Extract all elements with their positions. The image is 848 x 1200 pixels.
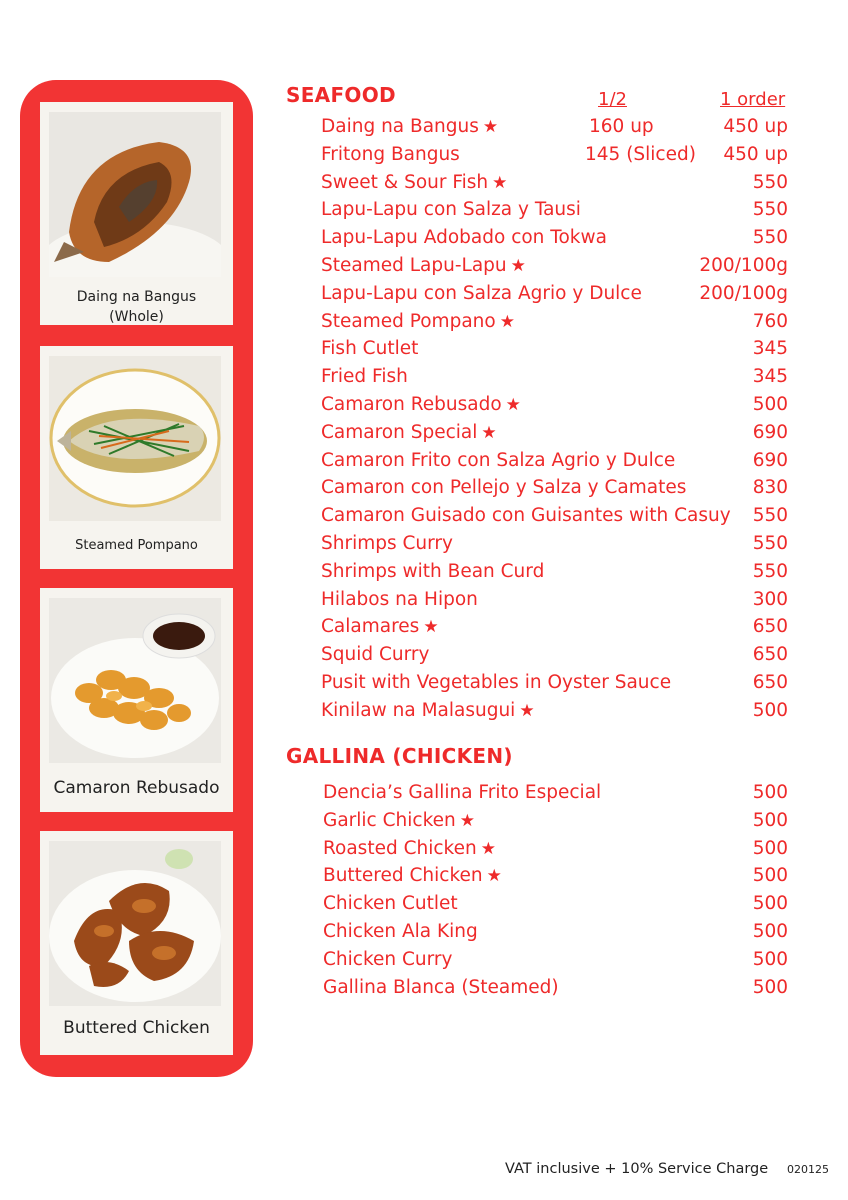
menu-item <box>321 420 788 446</box>
item-half-price: 145 (Sliced) <box>585 143 696 165</box>
item-name <box>321 170 507 196</box>
item-name-text: Dencia’s Gallina Frito Especial <box>323 782 602 803</box>
item-name-text: Chicken Cutlet <box>323 893 458 915</box>
menu-item <box>321 614 788 640</box>
column-header-order: 1 order <box>720 89 786 110</box>
menu-item <box>321 670 788 696</box>
item-price: 450 up <box>723 116 788 137</box>
item-price: 345 <box>752 338 788 360</box>
item-price: 200/100g <box>699 255 788 276</box>
item-name <box>323 780 601 806</box>
item-name-text: Lapu-Lapu con Salza y Tausi <box>321 199 581 221</box>
item-price: 500 <box>752 948 788 970</box>
card-caption: Buttered Chicken <box>63 1018 210 1038</box>
item-name-text: Lapu-Lapu Adobado con Tokwa <box>321 227 607 249</box>
menu-item <box>323 808 788 834</box>
menu-item <box>323 863 788 889</box>
item-name <box>321 587 478 613</box>
item-name-text: Fish Cutlet <box>321 338 419 360</box>
item-name <box>321 531 453 557</box>
item-name-text: Roasted Chicken <box>323 837 477 859</box>
item-name <box>321 225 607 251</box>
star-icon: ★ <box>480 838 496 859</box>
item-price: 650 <box>752 616 788 638</box>
item-name-text: Camaron Rebusado <box>321 394 502 415</box>
item-price: 550 <box>752 199 788 221</box>
menu-item <box>321 475 788 501</box>
star-icon: ★ <box>459 810 475 831</box>
item-price: 650 <box>752 644 788 666</box>
item-price: 500 <box>752 394 788 415</box>
item-price: 450 up <box>723 143 788 165</box>
item-name <box>323 919 478 945</box>
item-name-text: Camaron Guisado con Guisantes with Casuy <box>321 505 731 527</box>
star-icon: ★ <box>519 700 535 721</box>
item-price: 550 <box>752 560 788 582</box>
item-name <box>323 891 458 917</box>
menu-item <box>321 448 788 474</box>
item-name <box>321 309 515 335</box>
item-name <box>321 475 686 501</box>
item-name-text: Fried Fish <box>321 366 408 388</box>
item-price: 550 <box>752 533 788 554</box>
item-name <box>321 142 460 168</box>
item-name <box>321 698 535 724</box>
item-name-text: Camaron Special <box>321 421 478 443</box>
item-name <box>323 863 502 889</box>
star-icon: ★ <box>486 866 502 887</box>
card-caption: Daing na Bangus (Whole) <box>76 289 197 325</box>
item-name <box>321 197 581 223</box>
item-name-text: Hilabos na Hipon <box>321 588 478 610</box>
item-price: 500 <box>752 976 788 998</box>
star-icon: ★ <box>482 117 499 137</box>
menu-item <box>323 975 788 1001</box>
item-price: 690 <box>752 421 788 443</box>
item-name <box>323 947 452 973</box>
menu-item <box>321 281 788 307</box>
item-name-text: Chicken Ala King <box>323 921 478 942</box>
item-name <box>321 670 671 696</box>
item-name-text: Camaron con Pellejo y Salza y Camates <box>321 477 687 499</box>
item-name <box>323 808 475 834</box>
item-name-text: Sweet & Sour Fish <box>321 171 489 193</box>
item-name-text: Steamed Lapu-Lapu <box>321 255 507 276</box>
item-price: 345 <box>752 366 788 388</box>
menu-item <box>321 170 788 196</box>
menu-item <box>321 364 788 390</box>
item-half-price: 160 up <box>589 116 654 137</box>
menu-item <box>323 919 788 945</box>
item-name-text: Pusit with Vegetables in Oyster Sauce <box>321 672 672 693</box>
item-name-text: Shrimps with Bean Curd <box>321 560 545 582</box>
item-name-text: Gallina Blanca (Steamed) <box>323 976 559 998</box>
item-name <box>321 336 418 362</box>
item-name <box>321 364 408 390</box>
menu-item <box>321 225 788 251</box>
star-icon: ★ <box>499 311 515 332</box>
menu-item <box>323 836 788 862</box>
menu-item <box>321 642 788 668</box>
item-name <box>321 642 429 668</box>
star-icon: ★ <box>510 256 526 276</box>
item-price: 500 <box>752 809 788 831</box>
menu-item <box>321 197 788 223</box>
item-name <box>321 281 642 307</box>
star-icon: ★ <box>423 617 439 638</box>
menu-item <box>321 309 788 335</box>
menu-item <box>323 947 788 973</box>
item-price: 500 <box>752 865 788 887</box>
item-name-text: Garlic Chicken <box>323 809 456 831</box>
menu-item <box>321 698 788 724</box>
menu-item <box>323 780 788 806</box>
menu-item <box>321 392 788 418</box>
item-price: 500 <box>752 699 788 721</box>
item-name-text: Kinilaw na Malasugui <box>321 699 516 721</box>
card-caption: Steamed Pompano <box>75 538 198 553</box>
item-price: 550 <box>752 227 788 249</box>
star-icon: ★ <box>492 172 508 193</box>
item-price: 550 <box>752 505 788 527</box>
service-charge-note: VAT inclusive + 10% Service Charge <box>505 1161 769 1177</box>
item-name <box>321 420 497 446</box>
item-name-text: Buttered Chicken <box>323 865 483 887</box>
menu-code: 020125 <box>787 1163 829 1176</box>
item-name <box>321 114 498 140</box>
item-name <box>321 448 675 474</box>
item-name <box>323 975 559 1001</box>
item-name <box>321 392 521 418</box>
menu-item <box>321 587 788 613</box>
item-name <box>323 836 496 862</box>
item-name-text: Steamed Pompano <box>321 310 496 332</box>
menu-item <box>321 142 788 168</box>
item-price: 500 <box>752 837 788 859</box>
item-name-text: Lapu-Lapu con Salza Agrio y Dulce <box>321 282 642 304</box>
item-price: 690 <box>752 449 788 471</box>
item-name-text: Daing na Bangus <box>321 116 479 137</box>
column-header-half: 1/2 <box>598 89 627 110</box>
item-price: 500 <box>752 782 788 803</box>
menu-item <box>321 114 788 140</box>
item-price: 830 <box>752 477 788 499</box>
item-price: 550 <box>752 171 788 193</box>
item-name-text: Squid Curry <box>321 644 430 666</box>
star-icon: ★ <box>505 395 521 415</box>
section-title-seafood: SEAFOOD <box>286 83 396 107</box>
item-name <box>321 503 731 529</box>
menu-item <box>323 891 788 917</box>
item-price: 500 <box>752 893 788 915</box>
item-name <box>321 253 526 279</box>
item-name-text: Fritong Bangus <box>321 143 460 165</box>
item-price: 760 <box>752 310 788 332</box>
section-title-chicken: GALLINA (CHICKEN) <box>286 744 513 768</box>
item-price: 500 <box>752 921 788 942</box>
menu-item <box>321 559 788 585</box>
item-price: 650 <box>752 672 788 693</box>
item-name <box>321 559 544 585</box>
menu-item <box>321 336 788 362</box>
menu-item <box>321 503 788 529</box>
item-name <box>321 614 439 640</box>
item-name-text: Calamares <box>321 616 420 638</box>
item-name-text: Chicken Curry <box>323 948 453 970</box>
menu-item <box>321 531 788 557</box>
item-name-text: Shrimps Curry <box>321 533 453 554</box>
item-price: 200/100g <box>699 282 788 304</box>
item-name-text: Camaron Frito con Salza Agrio y Dulce <box>321 449 676 471</box>
card-caption: Camaron Rebusado <box>53 778 220 798</box>
menu-item <box>321 253 788 279</box>
star-icon: ★ <box>481 422 497 443</box>
item-price: 300 <box>752 588 788 610</box>
